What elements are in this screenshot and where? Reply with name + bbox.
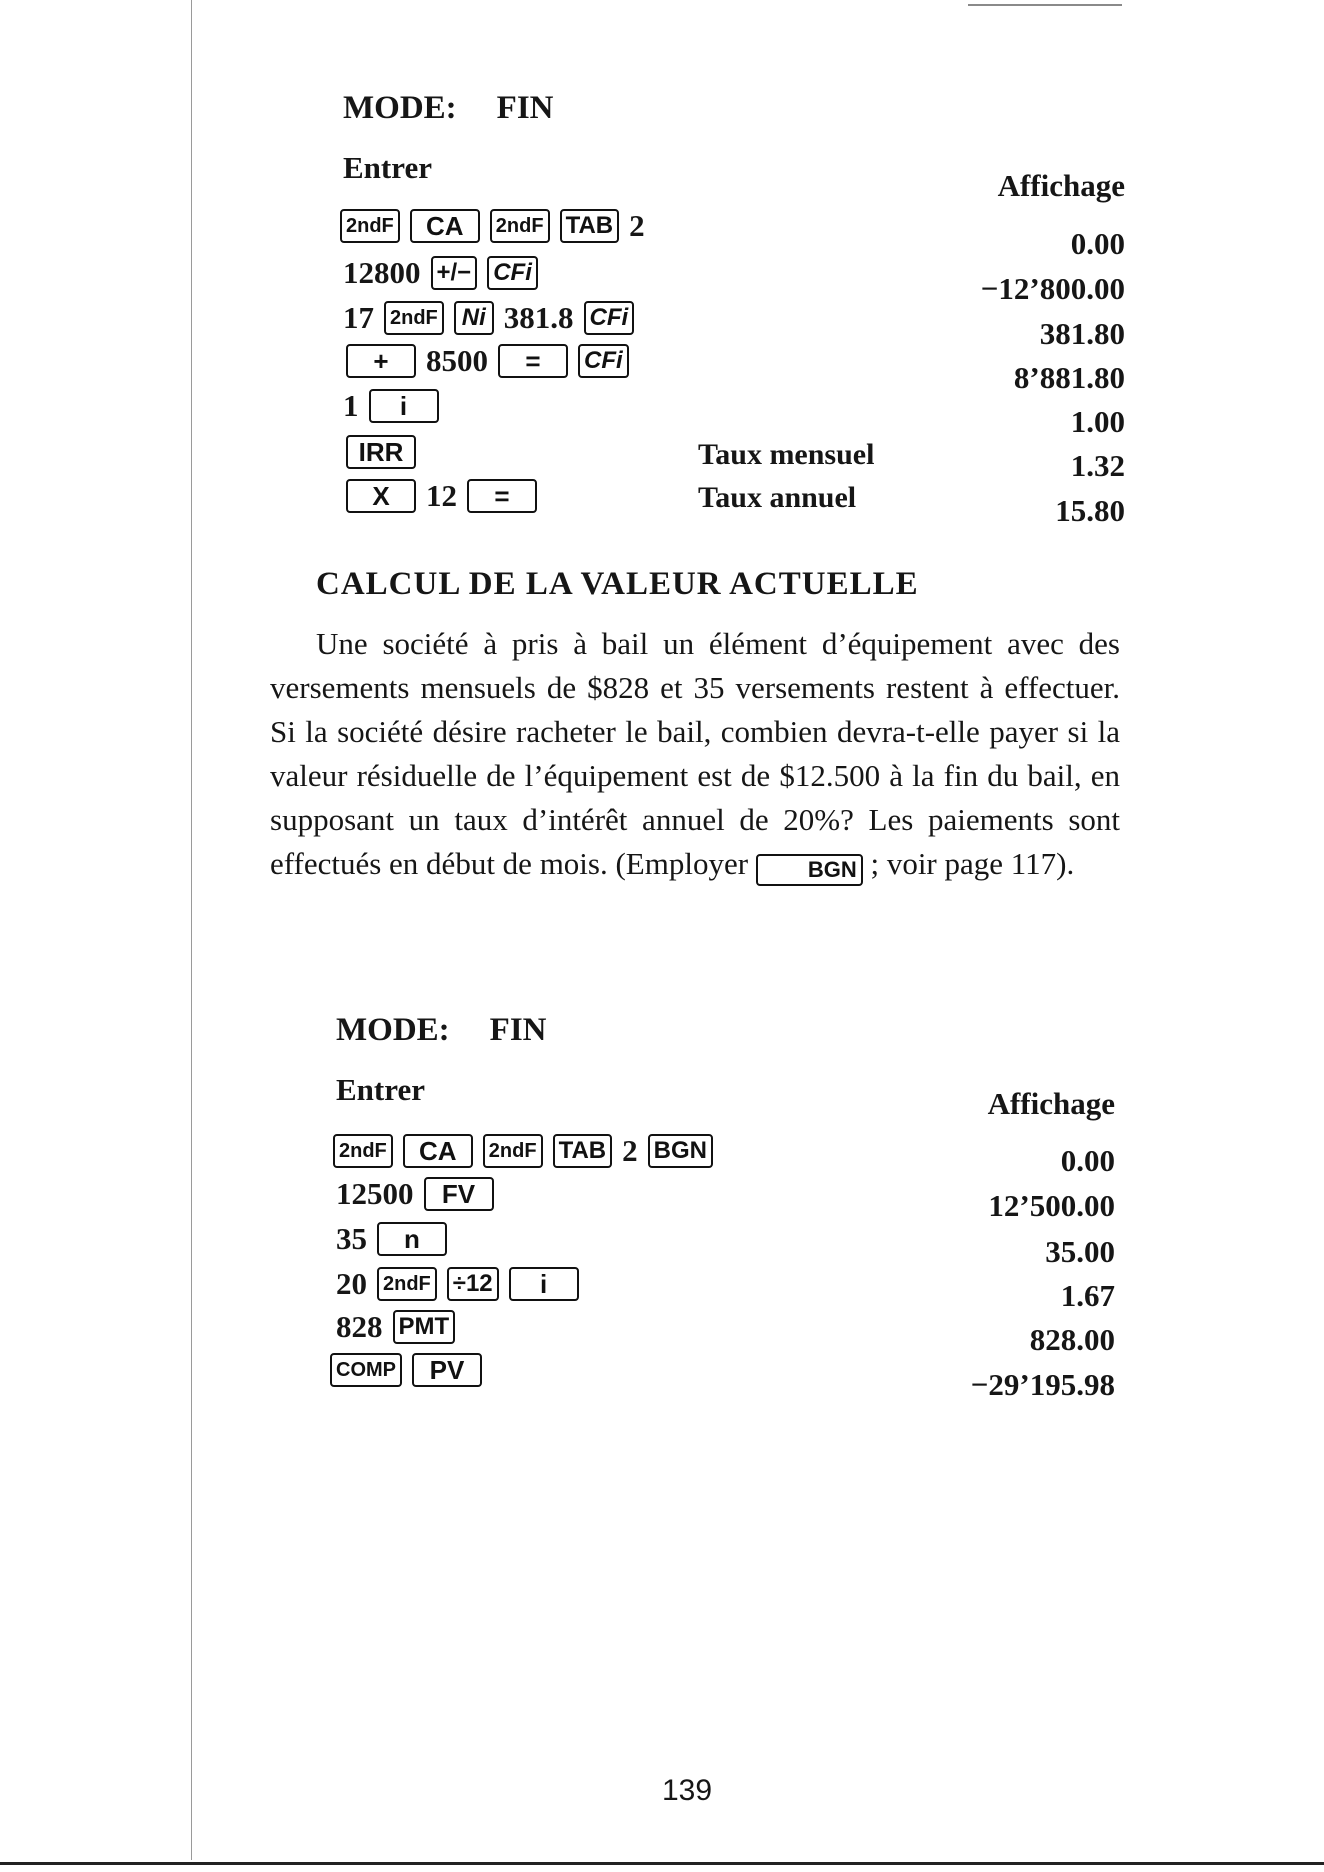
bottom-rule (0, 1862, 1324, 1865)
key-pmt[interactable]: PMT (393, 1310, 456, 1344)
display-value: 12’500.00 (988, 1188, 1115, 1223)
entry-number: 12500 (336, 1176, 414, 1211)
enter-label: Entrer (343, 150, 432, 185)
mode-label: MODE: (343, 90, 457, 126)
key-row-2 (343, 253, 548, 293)
entry-number: 12800 (343, 255, 421, 290)
key-plus[interactable]: + (346, 344, 416, 378)
key-2ndf[interactable]: 2ndF (384, 301, 444, 335)
entry-number: 2 (629, 208, 645, 243)
key-cfi[interactable]: CFi (578, 344, 629, 378)
key-change-sign[interactable]: +/− (431, 256, 478, 290)
key-tab[interactable]: TAB (553, 1134, 613, 1168)
key-row-6 (346, 432, 426, 472)
key-row-5 (336, 1307, 465, 1347)
mode-line-2 (336, 1012, 547, 1049)
display-value: 828.00 (1029, 1322, 1115, 1357)
entry-number: 1 (343, 388, 359, 423)
entry-number: 12 (426, 478, 457, 513)
display-value: 0.00 (1070, 226, 1125, 261)
mode-value: FIN (496, 90, 554, 126)
key-row-3 (343, 298, 644, 338)
key-row-2 (336, 1174, 504, 1214)
entry-number: 2 (622, 1133, 638, 1168)
key-2ndf[interactable]: 2ndF (340, 209, 400, 243)
key-irr[interactable]: IRR (346, 435, 416, 469)
key-2ndf[interactable]: 2ndF (333, 1134, 393, 1168)
display-value: −12’800.00 (980, 271, 1125, 306)
key-row-5 (343, 386, 449, 426)
display-value: 35.00 (1045, 1234, 1115, 1269)
note-annual-rate: Taux annuel (698, 481, 857, 514)
entry-number: 828 (336, 1309, 383, 1344)
key-tab[interactable]: TAB (560, 209, 620, 243)
paragraph-text: Une société à pris à bail un élément d’équipement avec des versements mensuels de $828 et 35 versements restent à effectuer. Si la société désire racheter le bail, combien devra-t-elle payer si la valeur résiduelle de l’équipement est de $12.500 à la fin du bail, en supposant un taux d’intérêt annuel de 20%? Les paiements sont effectués en début de mois. (Employer (270, 626, 1120, 881)
page-number: 139 (662, 1774, 713, 1807)
key-row-4 (346, 341, 639, 381)
key-2ndf[interactable]: 2ndF (483, 1134, 543, 1168)
key-row-3 (336, 1219, 457, 1259)
key-2ndf[interactable]: 2ndF (377, 1267, 437, 1301)
key-row-7 (346, 476, 547, 516)
display-value: 1.32 (1070, 448, 1125, 483)
key-multiply[interactable]: X (346, 479, 416, 513)
key-2ndf[interactable]: 2ndF (490, 209, 550, 243)
entry-number: 20 (336, 1266, 367, 1301)
key-divide-12[interactable]: ÷12 (447, 1267, 499, 1301)
paragraph-text-end: ; voir page 117). (870, 846, 1075, 881)
mode-line-1 (343, 90, 554, 127)
entry-number: 17 (343, 300, 374, 335)
display-label: Affichage (997, 168, 1125, 203)
display-value: −29’195.98 (970, 1367, 1115, 1402)
enter-label: Entrer (336, 1072, 425, 1107)
key-ni[interactable]: Ni (454, 301, 494, 335)
top-rule (968, 4, 1122, 6)
display-value: 1.00 (1070, 404, 1125, 439)
key-cfi[interactable]: CFi (584, 301, 635, 335)
key-row-1 (333, 1131, 723, 1171)
problem-paragraph (270, 622, 1120, 886)
margin-line (191, 0, 192, 1860)
key-i[interactable]: i (369, 389, 439, 423)
key-row-4 (336, 1264, 589, 1304)
display-value: 8’881.80 (1013, 360, 1125, 395)
display-value: 381.80 (1039, 316, 1125, 351)
key-equals[interactable]: = (498, 344, 568, 378)
key-ca[interactable]: CA (410, 209, 480, 243)
key-ca[interactable]: CA (403, 1134, 473, 1168)
entry-number: 8500 (426, 343, 488, 378)
key-bgn[interactable]: BGN (648, 1134, 713, 1168)
display-label: Affichage (987, 1086, 1115, 1121)
key-i[interactable]: i (509, 1267, 579, 1301)
key-pv[interactable]: PV (412, 1353, 482, 1387)
entry-number: 381.8 (503, 300, 574, 335)
display-value: 1.67 (1060, 1278, 1115, 1313)
key-bgn[interactable]: BGN (756, 854, 863, 886)
key-row-1 (340, 206, 655, 246)
entry-number: 35 (336, 1221, 367, 1256)
key-cfi[interactable]: CFi (487, 256, 538, 290)
mode-label: MODE: (336, 1012, 450, 1048)
note-monthly-rate: Taux mensuel (698, 438, 875, 471)
key-fv[interactable]: FV (424, 1177, 494, 1211)
key-n[interactable]: n (377, 1222, 447, 1256)
key-comp[interactable]: COMP (330, 1353, 402, 1387)
display-value: 15.80 (1055, 493, 1125, 528)
section-title: CALCUL DE LA VALEUR ACTUELLE (316, 566, 919, 602)
mode-value: FIN (489, 1012, 547, 1048)
display-value: 0.00 (1060, 1143, 1115, 1178)
key-equals[interactable]: = (467, 479, 537, 513)
key-row-6 (330, 1350, 492, 1390)
